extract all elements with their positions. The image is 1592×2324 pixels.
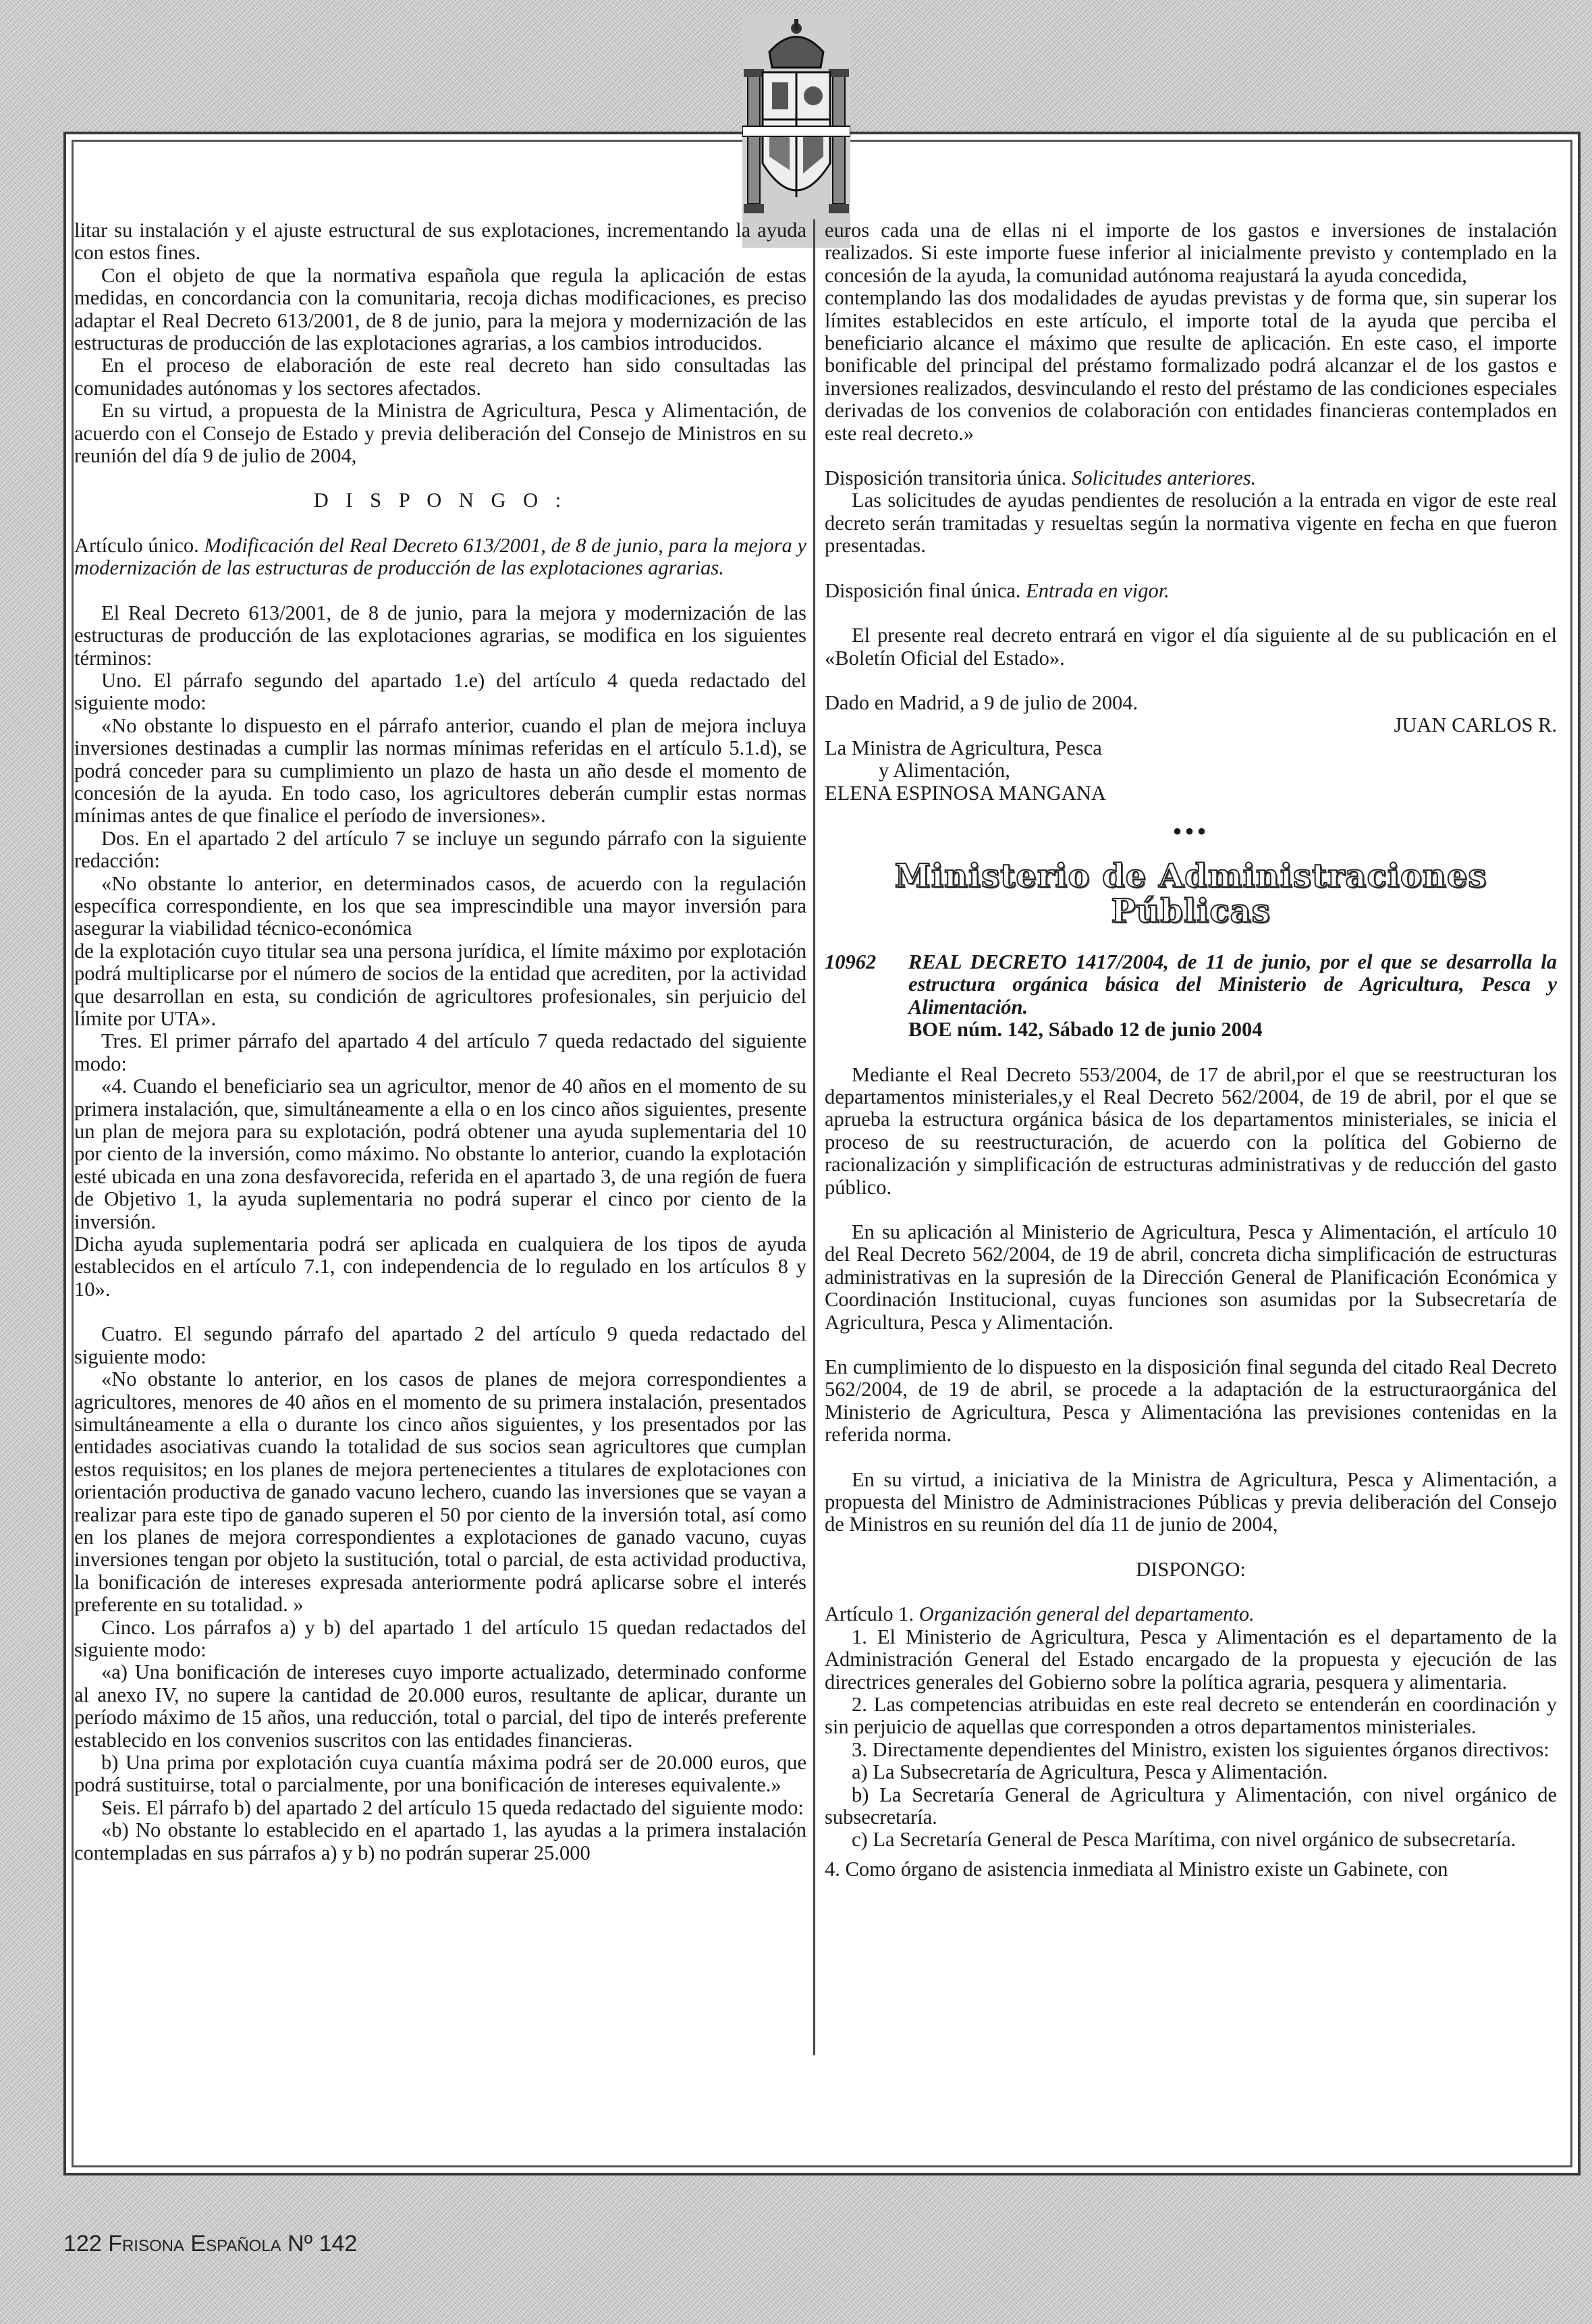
paragraph: de la explotación cuyo titular sea una persona jurídica, el límite máximo por explotación podrá multiplicarse por el número de socios de la entidad que acrediten, por la actividad que desarrollan en esta, su condición de agricultores profesionales, sin perjuicio del límite por UTA». bbox=[74, 939, 806, 1030]
separator-dots: ••• bbox=[1172, 815, 1209, 846]
paragraph: litar su instalación y el ajuste estructural de sus explotaciones, incrementando la ayuda con estos fines. bbox=[74, 219, 806, 265]
transitoria-label: Disposición transitoria única. bbox=[825, 466, 1067, 490]
coat-of-arms-icon bbox=[742, 15, 850, 248]
decree-boe: BOE núm. 142, Sábado 12 de junio 2004 bbox=[908, 1018, 1263, 1042]
paragraph: c) La Secretaría General de Pesca Marítima, con nivel orgánico de subsecretaría. bbox=[852, 1828, 1516, 1852]
article-1-label: Artículo 1. bbox=[825, 1602, 914, 1626]
dispongo-heading-2: DISPONGO: bbox=[1136, 1557, 1246, 1581]
paragraph: 4. Como órgano de asistencia inmediata al Ministro existe un Gabinete, con bbox=[825, 1857, 1448, 1881]
paragraph: 1. El Ministerio de Agricultura, Pesca y Alimentación es el departamento de la Administración General del Estado encargado de la propuesta y ejecución de las directrices generales del Gobierno sobre la política agraria, pesquera y alimentaria. bbox=[825, 1625, 1557, 1694]
ministry-line-1: Ministerio de Administraciones bbox=[894, 857, 1487, 895]
signature-ministra: La Ministra de Agricultura, Pesca bbox=[825, 736, 1102, 759]
decree-title: REAL DECRETO 1417/2004, de 11 de junio, por el que se desarrolla la estructura orgánica básica del Ministerio de Agricultura, Pesca y Alimentación. bbox=[908, 950, 1557, 1019]
paragraph: El Real Decreto 613/2001, de 8 de junio, para la mejora y modernización de las estructuras de producción de las explotaciones agrarias, se modifica en los siguientes términos: bbox=[74, 601, 806, 670]
paragraph: Cuatro. El segundo párrafo del apartado 2 del artículo 9 queda redactado del siguiente modo: bbox=[74, 1322, 806, 1368]
paragraph: En cumplimiento de lo dispuesto en la disposición final segunda del citado Real Decreto 562/2004, de 19 de abril, se procede a la adaptación de la estructuraorgánica del Ministerio de Agricultura, Pesca y Alimentacióna las previsiones contenidas en la referida norma. bbox=[825, 1355, 1557, 1447]
transitoria-heading bbox=[825, 467, 1557, 489]
transitoria-title: Solicitudes anteriores. bbox=[1071, 466, 1257, 490]
signature-king: JUAN CARLOS R. bbox=[1394, 713, 1557, 737]
paragraph: 3. Directamente dependientes del Ministro, existen los siguientes órganos directivos: bbox=[852, 1737, 1549, 1761]
article-1-heading bbox=[825, 1603, 1557, 1625]
paragraph: En su virtud, a iniciativa de la Ministra de Agricultura, Pesca y Alimentación, a propuesta del Ministro de Administraciones Públicas y previa deliberación del Consejo de Ministros en su reunión del día 11 de junio de 2004, bbox=[825, 1467, 1557, 1536]
ministry-heading bbox=[825, 859, 1557, 929]
decree-number: 10962 bbox=[825, 950, 877, 973]
final-heading bbox=[825, 580, 1557, 602]
right-column bbox=[825, 219, 1557, 1881]
paragraph: «4. Cuando el beneficiario sea un agricultor, menor de 40 años en el momento de su primera instalación, que, simultáneamente a ella o en los cinco años siguientes, presente un plan de mejora para su explotación, podrá obtener una ayuda suplementaria del 10 por ciento de la inversión, como máximo. No obstante lo anterior, cuando la explotación esté ubicada en una zona desfavorecida, referida en el apartado 3, de una región de fuera de Objetivo 1, la ayuda suplementaria no podrá superar el cinco por ciento de la inversión. bbox=[74, 1075, 806, 1233]
paragraph: contemplando las dos modalidades de ayudas previstas y de forma que, sin superar los límites establecidos en este artículo, el importe total de la ayuda que perciba el beneficiario alcance el máximo que resulte de aplicación. En este caso, el importe bonificable del principal del préstamo formalizado podrá alcanzar el de los gastos e inversiones realizados, desvinculando el resto del préstamo de las condiciones especiales derivadas de los convenios de colaboración con entidades financieras contemplados en este real decreto.» bbox=[825, 286, 1557, 445]
article-title: Modificación del Real Decreto 613/2001, de 8 de junio, para la mejora y modernización de las estructuras de producción de las explotaciones agrarias. bbox=[74, 533, 806, 580]
final-title: Entrada en vigor. bbox=[1026, 578, 1170, 602]
ministry-line-2: Públicas bbox=[1111, 892, 1271, 930]
article-label: Artículo único. bbox=[74, 533, 199, 557]
dispongo-heading: D I S P O N G O : bbox=[313, 489, 568, 512]
issue-number: Nº 142 bbox=[287, 2231, 358, 2257]
paragraph: El presente real decreto entrará en vigor el día siguiente al de su publicación en el «Boletín Oficial del Estado». bbox=[825, 624, 1557, 670]
paragraph: «a) Una bonificación de intereses cuyo importe actualizado, determinado conforme al anexo IV, no supere la cantidad de 20.000 euros, resultante de aplicar, durante un período máximo de 15 años, una reducción, total o parcial, del tipo de interés preferente establecido en los convenios suscritos con las entidades financieras. bbox=[74, 1660, 806, 1752]
paragraph: «b) No obstante lo establecido en el apartado 1, las ayudas a la primera instalación contempladas en sus párrafos a) y b) no podrán superar 25.000 bbox=[74, 1818, 806, 1864]
paragraph: En el proceso de elaboración de este real decreto han sido consultadas las comunidades autónomas y los sectores afectados. bbox=[74, 354, 806, 400]
article-1-title: Organización general del departamento. bbox=[918, 1602, 1255, 1626]
paragraph: En su virtud, a propuesta de la Ministra de Agricultura, Pesca y Alimentación, de acuerdo con el Consejo de Estado y previa deliberación del Consejo de Ministros en su reunión del día 9 de julio de 2004, bbox=[74, 399, 806, 468]
column-divider bbox=[813, 219, 815, 2055]
paragraph: Dos. En el apartado 2 del artículo 7 se incluye un segundo párrafo con la siguiente redacción: bbox=[74, 826, 806, 873]
paragraph: Seis. El párrafo b) del apartado 2 del artículo 15 queda redactado del siguiente modo: bbox=[101, 1795, 804, 1819]
paragraph: Cinco. Los párrafos a) y b) del apartado 1 del artículo 15 quedan redactados del siguiente modo: bbox=[74, 1615, 806, 1661]
signature-ministra-2: y Alimentación, bbox=[879, 759, 1010, 782]
paragraph: b) La Secretaría General de Agricultura y Alimentación, con nivel orgánico de subsecretaría. bbox=[825, 1783, 1557, 1829]
paragraph: euros cada una de ellas ni el importe de los gastos e inversiones de instalación realizados. Si este importe fuese inferior al inicialmente previsto y contemplado en la concesión de la ayuda, la comunidad autónoma reajustará la ayuda concedida, bbox=[825, 219, 1557, 287]
paragraph: b) Una prima por explotación cuya cuantía máxima podrá ser de 20.000 euros, que podrá sustituirse, total o parcialmente, por una bonificación de intereses equivalente.» bbox=[74, 1751, 806, 1797]
page-footer bbox=[63, 2231, 357, 2257]
paragraph: En su aplicación al Ministerio de Agricultura, Pesca y Alimentación, el artículo 10 del Real Decreto 562/2004, de 19 de abril, concreta dicha simplificación de estructuras administrativas en la supresión de la Dirección General de Planificación Económica y Coordinación Institucional, cuyas funciones son asumidas por la Subsecretaría de Agricultura, Pesca y Alimentación. bbox=[825, 1220, 1557, 1334]
paragraph: a) La Subsecretaría de Agricultura, Pesca y Alimentación. bbox=[852, 1760, 1328, 1784]
paragraph: Uno. El párrafo segundo del apartado 1.e) del artículo 4 queda redactado del siguiente modo: bbox=[74, 668, 806, 715]
paragraph: «No obstante lo anterior, en los casos de planes de mejora correspondientes a agricultores, menores de 40 años en el momento de su primera instalación, presentados simultáneamente a ella o durante los cinco años siguientes, y los presentados por las entidades asociativas cuando la totalidad de sus socios sean agricultores que cumplan estos requisitos; en los planes de mejora pertenecientes a titulares de explotaciones con orientación productiva de ganado vacuno lechero, cuando las inversiones que se vayan a realizar para este tipo de ganado superen el 50 por ciento de la inversión total, así como en los planes de mejora correspondientes a explotaciones de ganado vacuno, cuyas inversiones tengan por objeto la sustitución, total o parcial, de esta actividad productiva, la bonificación de intereses expresada anteriormente podrá aplicarse sobre el interés preferente en su totalidad. » bbox=[74, 1368, 806, 1617]
decree-heading bbox=[825, 951, 1557, 1042]
paragraph: «No obstante lo anterior, en determinados casos, de acuerdo con la regulación específica correspondiente, en los que sea imprescindible una mayor inversión para asegurar la viabilidad técnico-económica bbox=[74, 871, 806, 940]
paragraph: Dicha ayuda suplementaria podrá ser aplicada en cualquiera de los tipos de ayuda establecidos en el artículo 7.1, con independencia de lo regulado en los artículos 8 y 10». bbox=[74, 1233, 806, 1301]
page-number: 122 bbox=[63, 2231, 102, 2257]
left-column bbox=[74, 219, 806, 1864]
signature-date: Dado en Madrid, a 9 de julio de 2004. bbox=[825, 691, 1138, 714]
signature-name: ELENA ESPINOSA MANGANA bbox=[825, 781, 1106, 805]
paragraph: Tres. El primer párrafo del apartado 4 del artículo 7 queda redactado del siguiente modo: bbox=[74, 1029, 806, 1075]
paragraph: Con el objeto de que la normativa española que regula la aplicación de estas medidas, en concordancia con la comunitaria, recoja dichas modificaciones, es preciso adaptar el Real Decreto 613/2001, de 8 de junio, para la mejora y modernización de las estructuras de producción de las explotaciones agrarias, a los cambios introducidos. bbox=[74, 263, 806, 355]
paragraph: «No obstante lo dispuesto en el párrafo anterior, cuando el plan de mejora incluya inversiones destinadas a cumplir las normas mínimas referidas en el artículo 5.1.d), se podrá conceder para su cumplimiento un plazo de hasta un año desde el momento de concesión de la ayuda. En todo caso, los agricultores deberán cumplir estas normas mínimas antes de que finalice el período de inversiones». bbox=[74, 713, 806, 828]
article-heading bbox=[74, 535, 806, 580]
magazine-name: Frisona Española bbox=[108, 2231, 281, 2257]
final-label: Disposición final única. bbox=[825, 578, 1021, 602]
paragraph: Las solicitudes de ayudas pendientes de resolución a la entrada en vigor de este real decreto serán tramitadas y resueltas según la normativa vigente en fecha en que fueron presentadas. bbox=[825, 489, 1557, 558]
paragraph: 2. Las competencias atribuidas en este real decreto se entenderán en coordinación y sin perjuicio de aquellas que corresponden a otros departamentos ministeriales. bbox=[825, 1692, 1557, 1739]
paragraph: Mediante el Real Decreto 553/2004, de 17 de abril,por el que se reestructuran los departamentos ministeriales,y el Real Decreto 562/2004, de 19 de abril, por el que se aprueba la estructura orgánica básica de los departamentos ministeriales, se inicia el proceso de su reestructuración, de acuerdo con la política del Gobierno de racionalización y simplificación de estructuras administrativas y de reducción del gasto público. bbox=[825, 1062, 1557, 1199]
